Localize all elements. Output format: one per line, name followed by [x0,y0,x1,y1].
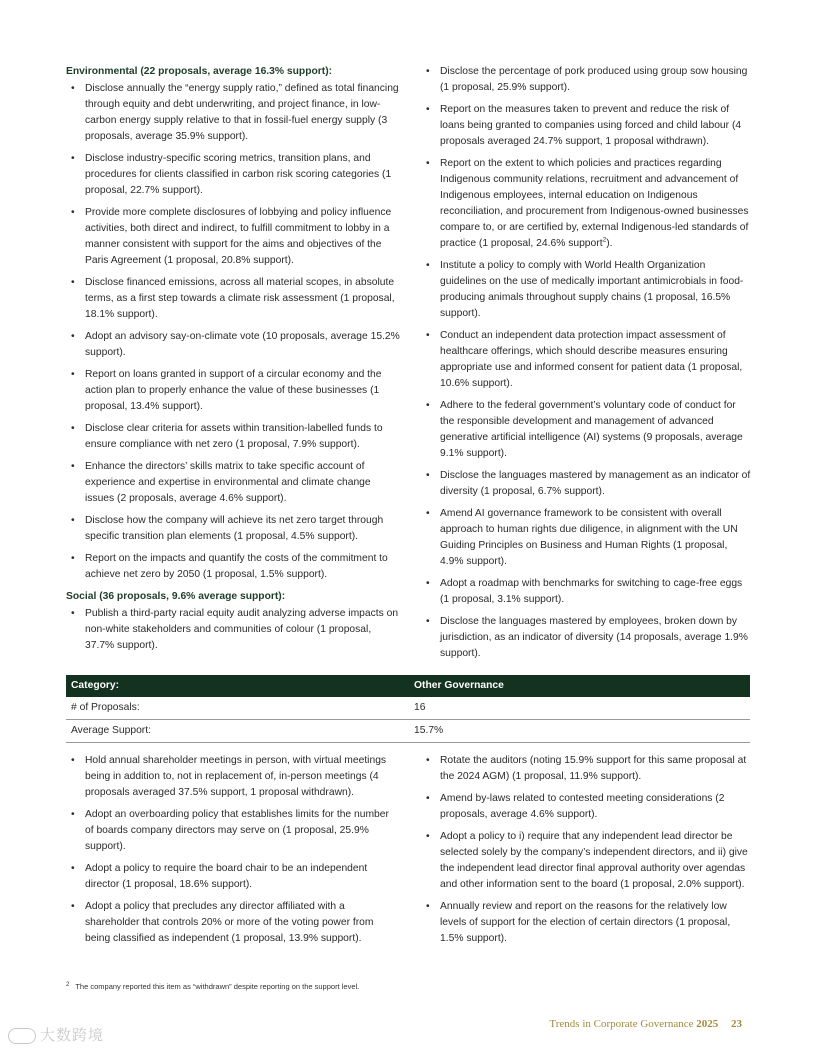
footer-title: Trends in Corporate Governance [549,1018,694,1030]
watermark-text: 大数跨境 [40,1027,105,1044]
list-item: • Publish a third-party racial equity audit analyzing adverse impacts on non-white stakeholders and communities of colour (1 proposal, 37.7% support). [66,606,400,654]
list-item: • Report on the impacts and quantify the costs of the commitment to achieve net zero by 2050 (1 proposal, 1.5% support). [66,551,400,583]
list-item: • Disclose the languages mastered by employees, broken down by jurisdiction, as an indicator of diversity (14 proposals, average 1.9% support). [421,614,751,662]
social-list-left [66,606,400,654]
table-header [66,675,750,697]
list-item-text: Report on the extent to which policies and practices regarding Indigenous community relations, recruitment and advancement of Indigenous employees, internal education on Indigenous reconciliation, and procurement from Indigenous-owned businesses compare to, or are certified by, external Indigenous-led standards of practice (1 proposal, 24.6% support [440,158,749,249]
footer-year: 2025 [696,1018,719,1030]
environmental-heading: Environmental (22 proposals, average 16.3% support): [66,66,333,77]
right-column [421,64,751,668]
list-item: • Disclose how the company will achieve its net zero target through specific transition plan elements (1 proposal, 4.5% support). [66,513,400,545]
list-item: • Hold annual shareholder meetings in person, with virtual meetings being in addition to, not in replacement of, in-person meetings (4 proposals averaged 37.5% support, 1 proposal withdrawn). [66,753,396,801]
header-value: Other Governance [414,680,504,691]
row-value: 16 [414,702,426,713]
list-item: • Annually review and report on the reasons for the relatively low levels of support for the election of certain directors (1 proposal, 1.5% support). [421,899,751,947]
list-item: • Adopt a policy that precludes any director affiliated with a shareholder that controls 20% or more of the voting power from being classified as independent (1 proposal, 13.9% support). [66,899,396,947]
list-item: • Disclose clear criteria for assets within transition-labelled funds to ensure compliance with net zero (1 proposal, 7.9% support). [66,421,400,453]
page-footer [549,1016,742,1032]
list-item: • Provide more complete disclosures of lobbying and policy influence activities, both direct and indirect, to fulfill commitment to lobby in a manner consistent with support for the aims and objectives of the Paris Agreement (1 proposal, 20.8% support). [66,205,400,269]
footnote [66,981,359,993]
list-item: • Report on the measures taken to prevent and reduce the risk of loans being granted to companies using forced and child labour (4 proposals averaged 24.7% support, 1 proposal withdrawn). [421,102,751,150]
list-item: • Conduct an independent data protection impact assessment of healthcare offerings, which should describe measures ensuring appropriate use and informed consent for patient data (1 proposal, 10.6% support). [421,328,751,392]
governance-list-right [421,753,751,947]
category-table [66,675,750,743]
row-label: # of Proposals: [71,702,140,713]
header-label: Category: [71,680,120,691]
list-item [421,156,751,252]
governance-left-column [66,753,396,953]
page-number: 23 [731,1018,742,1030]
list-item: • Adhere to the federal government’s voluntary code of conduct for the responsible development and management of advanced generative artificial intelligence (AI) systems (9 proposals, average 9.1% support). [421,398,751,462]
list-item: • Amend AI governance framework to be consistent with overall approach to human rights due diligence, in alignment with the UN Guiding Principles on Business and Human Rights (1 proposal, 4.9% support). [421,506,751,570]
list-item: • Disclose industry-specific scoring metrics, transition plans, and procedures for clients classified in carbon risk scoring categories (1 proposal, 22.7% support). [66,151,400,199]
list-item: • Amend by-laws related to contested meeting considerations (2 proposals, average 4.6% support). [421,791,751,823]
footnote-text: The company reported this item as “withdrawn” despite reporting on the support level. [75,982,360,991]
list-item: • Adopt an advisory say-on-climate vote (10 proposals, average 15.2% support). [66,329,400,361]
social-heading: Social (36 proposals, 9.6% average support): [66,591,286,602]
social-list-right [421,64,751,662]
list-item: • Disclose the languages mastered by management as an indicator of diversity (1 proposal, 6.7% support). [421,468,751,500]
watermark [8,1028,104,1044]
footnote-ref[interactable]: 2 [602,236,607,244]
footnote-number: 2 [66,981,70,988]
row-label: Average Support: [71,725,151,736]
list-item: • Adopt a policy to i) require that any independent lead director be selected solely by the company’s independent directors, and ii) give the independent lead director final approval authority over agendas and other information sent to the board (1 proposal, 2.0% support). [421,829,751,893]
list-item: • Adopt a policy to require the board chair to be an independent director (1 proposal, 18.6% support). [66,861,396,893]
list-item: • Adopt a roadmap with benchmarks for switching to cage-free eggs (1 proposal, 3.1% support). [421,576,751,608]
table-row [66,720,750,743]
list-item: • Enhance the directors’ skills matrix to take specific account of experience and expertise in environmental and climate change issues (2 proposals, average 4.6% support). [66,459,400,507]
list-item: • Rotate the auditors (noting 15.9% support for this same proposal at the 2024 AGM) (1 proposal, 11.9% support). [421,753,751,785]
governance-right-column [421,753,751,953]
environmental-list [66,81,400,583]
table-row [66,697,750,720]
watermark-logo-icon [8,1028,36,1044]
row-value: 15.7% [414,725,444,736]
list-item: • Report on loans granted in support of a circular economy and the action plan to properly enhance the value of these businesses (1 proposal, 13.4% support). [66,367,400,415]
list-item: • Disclose financed emissions, across all material scopes, in absolute terms, as a first step towards a climate risk assessment (1 proposal, 18.1% support). [66,275,400,323]
list-item: • Institute a policy to comply with World Health Organization guidelines on the use of medically important antimicrobials in food-producing animals throughout supply chains (1 proposal, 16.5% support). [421,258,751,322]
governance-list-left [66,753,396,947]
list-item: • Disclose annually the “energy supply ratio,” defined as total financing through equity and debt underwriting, and project finance, in low-carbon energy supply relative to that in fossil-fuel energy supply (3 proposals, average 35.9% support). [66,81,400,145]
left-column [66,64,400,660]
list-item-text-end: ). [606,238,613,249]
list-item: • Disclose the percentage of pork produced using group sow housing (1 proposal, 25.9% support). [421,64,751,96]
list-item: • Adopt an overboarding policy that establishes limits for the number of boards company directors may serve on (1 proposal, 25.9% support). [66,807,396,855]
